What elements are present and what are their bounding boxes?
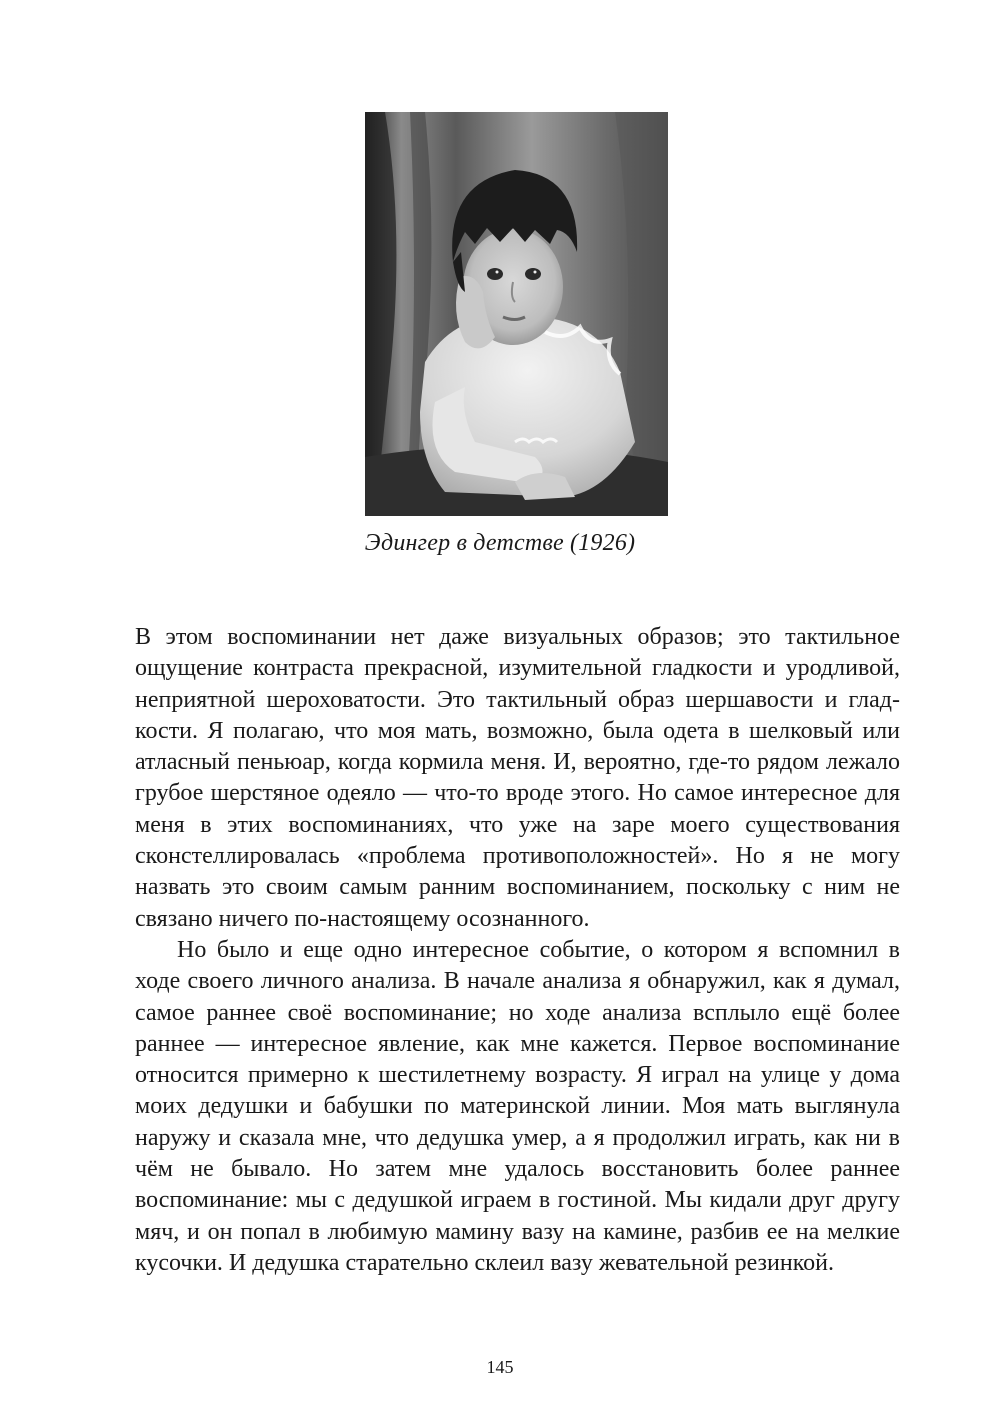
figure-caption: Эдингер в детстве (1926) — [364, 530, 636, 556]
child-photo — [365, 112, 668, 516]
paragraph: Но было и еще одно интересное событие, о котором я вспомнил в ходе своего личного анализа. В начале анализа я обнаружил, как я думал, самое раннее своё воспоминание; но ходе анализа всплыло ещё более раннее — интересное явление, как мне кажется. Первое воспоминание относится примерно к шестилетнему возрасту. Я играл на улице у дома моих дедушки и бабушки по материнской линии. Моя мать выглянула наружу и сказала мне, что дедушка умер, а я продолжил играть, как ни в чём не бывало. Но затем мне удалось восстановить более раннее воспоминание: мы с дедушкой играем в гостиной. Мы кидали друг другу мяч, и он попал в любимую мамину вазу на камине, разбив ее на мелкие кусочки. И дедушка старательно склеил вазу жевательной резинкой. — [135, 936, 900, 1276]
paragraph: В этом воспоминании нет даже визуальных образов; это тактильное ощущение контраста прекрасной, изумительной гладкости и уродливой, неприятной шероховатости. Это тактильный образ шершавости и гладкости. Я полагаю, что моя мать, возможно, была одета в шелковый или атласный пеньюар, когда кормила меня. И, вероятно, где-то рядом лежало грубое шерстяное одеяло — что-то вроде этого. Но самое интересное для меня в этих воспоминаниях, что уже на заре моего существования сконстеллировалась «проблема противоположностей». Но я не могу назвать это своим самым ранним воспоминанием, поскольку с ним не связано ничего по-настоящему осознанного. — [135, 624, 900, 932]
child-photo-image — [365, 112, 668, 516]
body-text — [135, 622, 900, 1279]
page-number: 145 — [486, 1357, 514, 1377]
